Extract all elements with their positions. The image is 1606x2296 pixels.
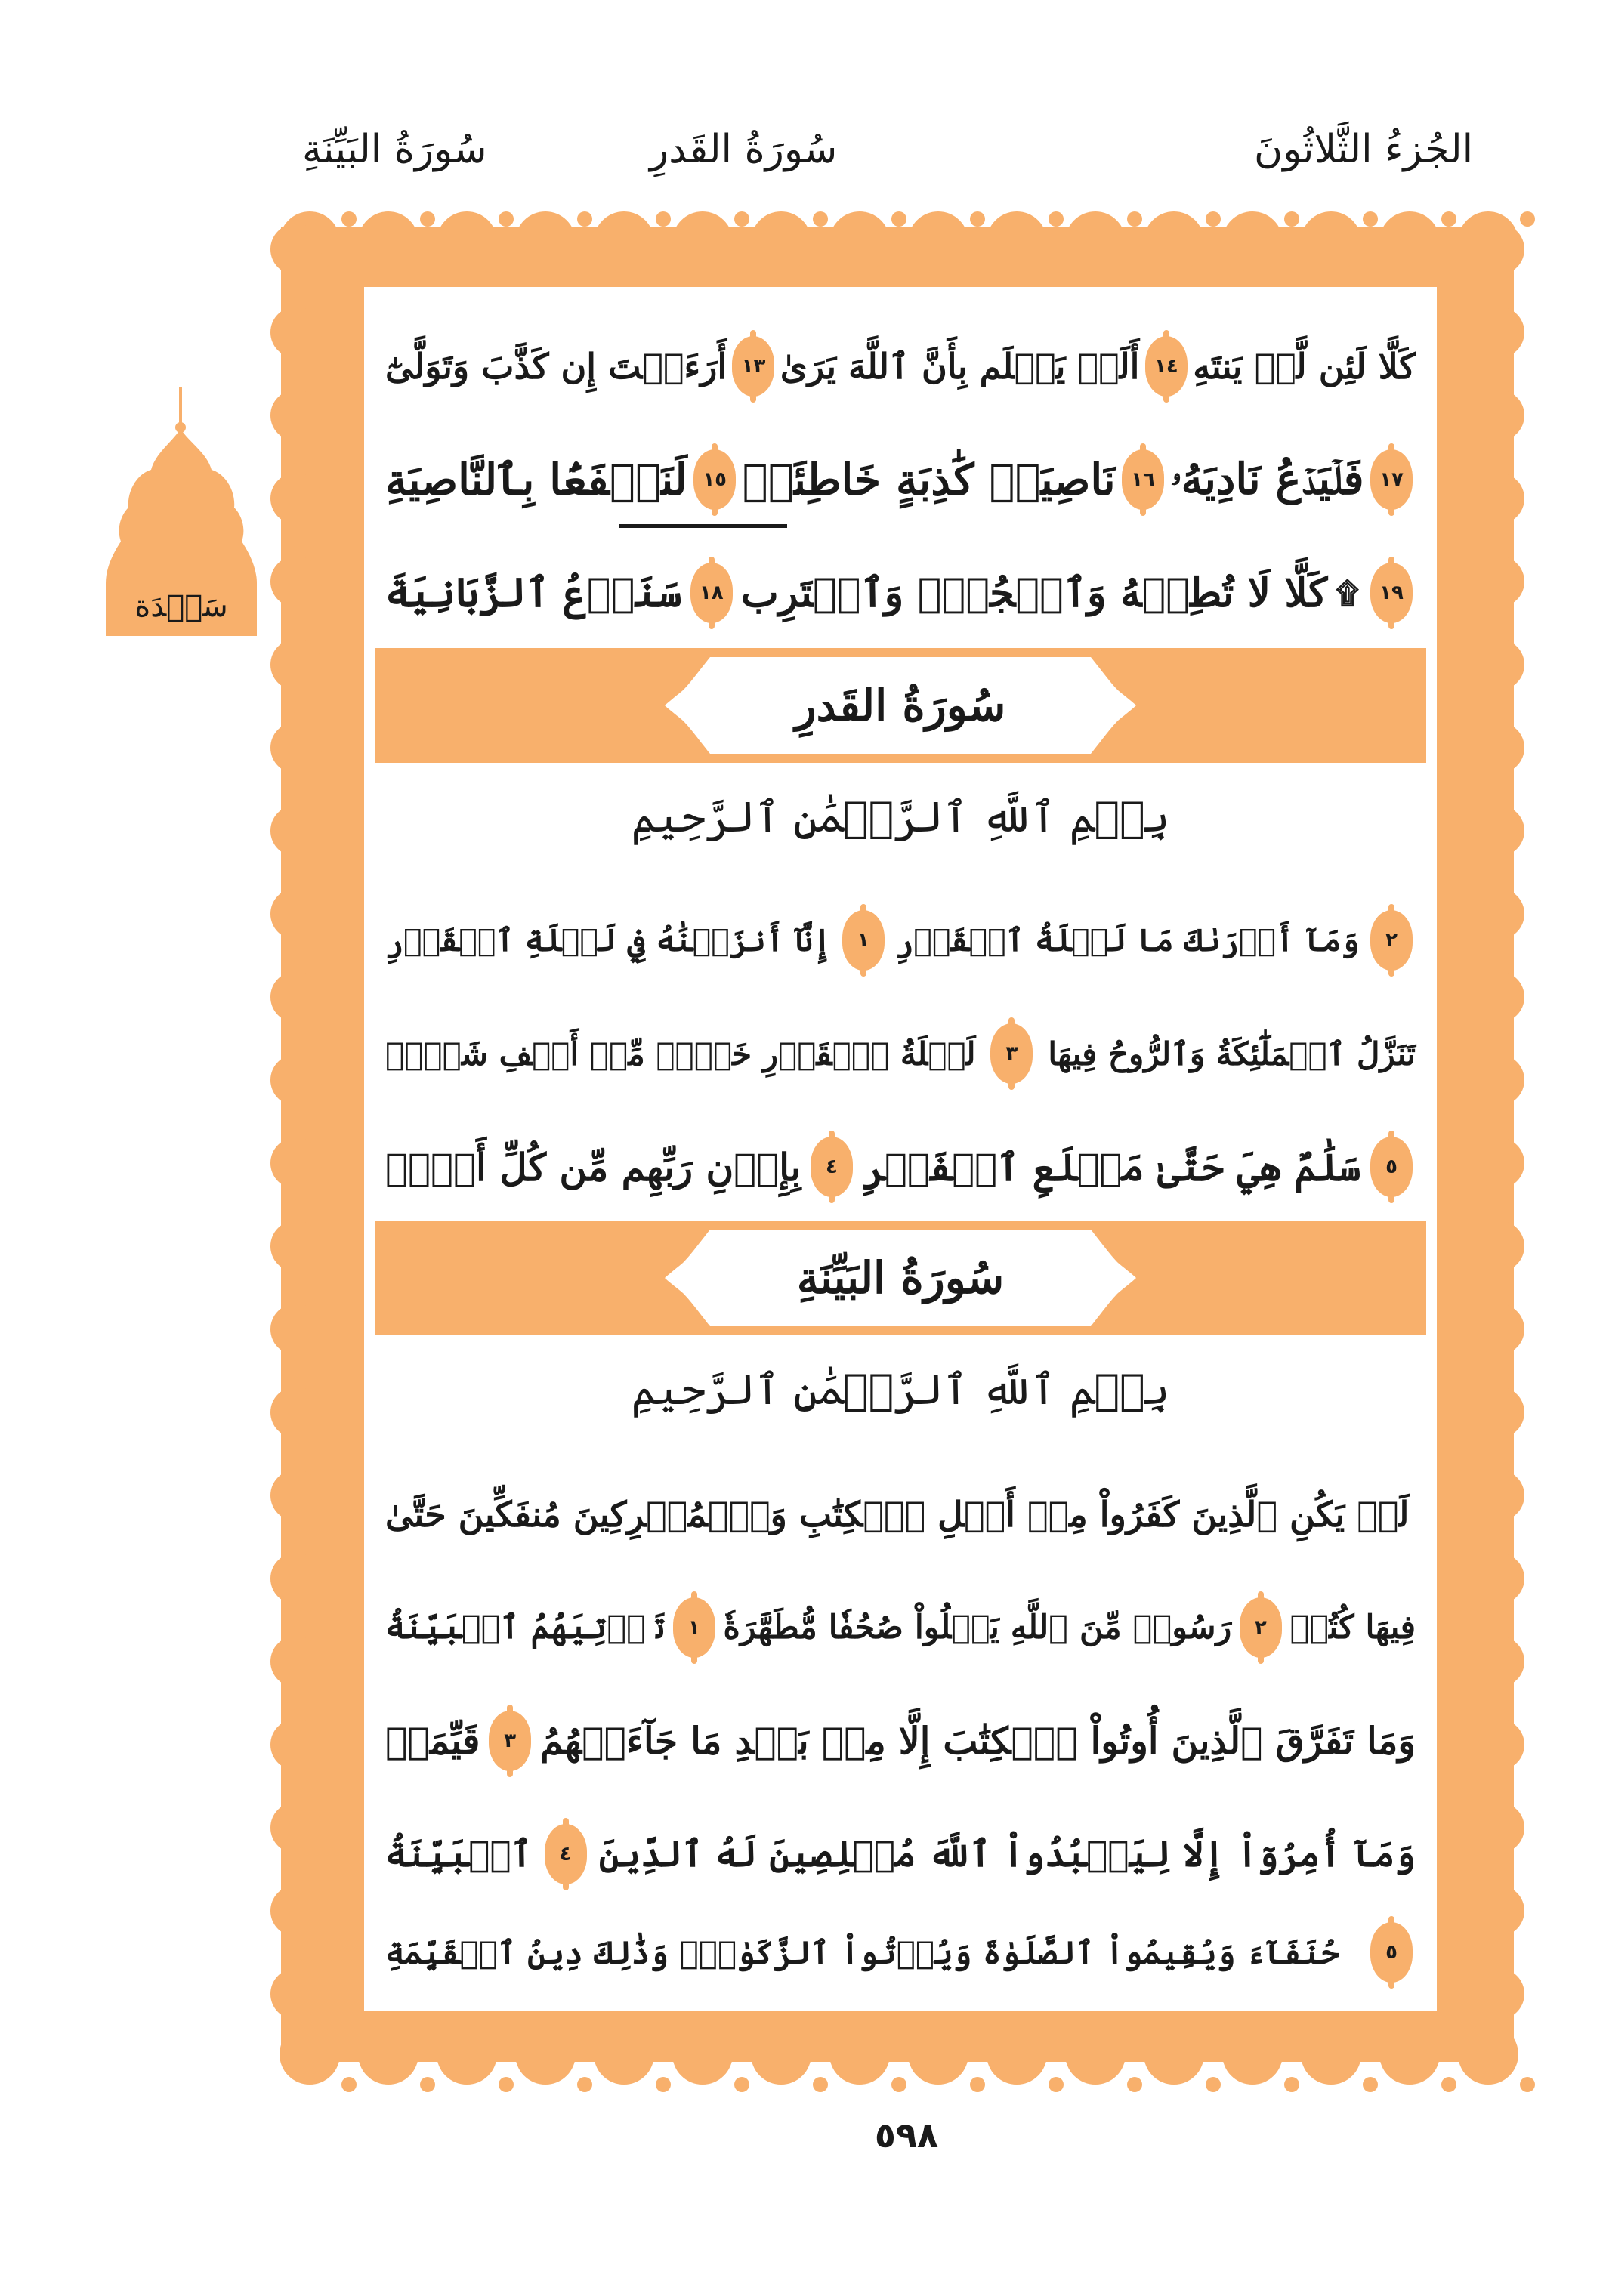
verse-text: وَمَا تَفَرَّقَ ٱلَّذِينَ أُوتُواْ ٱلۡكِتَٰبَ إِلَّا مِنۢ بَعۡدِ مَا جَآءَتۡهُمُ [539,1719,1416,1763]
sajda-label: سَجۡدَة [134,589,228,624]
verse-line [385,1465,1416,1563]
verse-line [385,1903,1416,2001]
verse-text: سَلَٰمٌ هِيَ حَتَّىٰ مَطۡلَعِ ٱلۡفَجۡرِ [862,1144,1361,1190]
header-surah-qadr: سُورَةُ القَدرِ [650,127,838,172]
verse-text: أَلَمۡ يَعۡلَم بِأَنَّ ٱللَّهَ يَرَىٰ [780,346,1140,387]
ayah-marker-icon: ١٣ [732,336,774,397]
verse-text: قَيِّمَةٞ [385,1719,480,1763]
verse-text: فَلۡيَدۡعُ نَادِيَهُۥ [1170,454,1364,505]
verse-text: رَسُولٞ مِّنَ ٱللَّهِ يَتۡلُواْ صُحُفٗا مُّطَهَّرَةٗ [723,1609,1232,1646]
verse-text: حُنَفَآءَ وَيُقِيمُواْ ٱلصَّلَوٰةَ وَيُؤۡتُواْ ٱلزَّكَوٰةَۚ وَذَٰلِكَ دِينُ ٱلۡقَيِّمَةِ [385,1933,1340,1971]
ayah-marker-icon: ١٨ [690,563,733,623]
verse-text: لَمۡ يَكُنِ ٱلَّذِينَ كَفَرُواْ مِنۡ أَهۡلِ ٱلۡكِتَٰبِ وَٱلۡمُشۡرِكِينَ مُنفَكِّينَ حَتَّىٰ [385,1494,1410,1535]
verse-text: فِيهَا كُتُبٞ [1289,1609,1416,1646]
ayah-marker-icon: ١٥ [693,449,736,510]
verse-line [385,317,1416,415]
verse-line [385,1692,1416,1790]
ayah-marker-icon: ٤ [545,1824,587,1884]
verse-line [385,891,1416,989]
ayah-marker-icon: ٢ [1370,910,1413,971]
verse-line [385,1004,1416,1103]
surah-title: سُورَةُ القَدرِ [795,680,1006,731]
basmala: بِسۡمِ ٱللَّهِ ٱلرَّحۡمَٰنِ ٱلرَّحِيمِ [631,1366,1170,1415]
verse-line [385,1805,1416,1903]
verse-line [385,544,1416,642]
verse-text: لَيۡلَةُ ٱلۡقَدۡرِ خَيۡرٞ مِّنۡ أَلۡفِ شَهۡرٖ [385,1035,976,1072]
basmala: بِسۡمِ ٱللَّهِ ٱلرَّحۡمَٰنِ ٱلرَّحِيمِ [631,793,1170,842]
ayah-marker-icon: ١٤ [1145,336,1188,397]
verse-text: تَأۡتِيَهُمُ ٱلۡبَيِّنَةُ [385,1609,666,1646]
verse-line [385,1578,1416,1677]
ayah-marker-icon: ٢ [1240,1597,1282,1658]
ayah-marker-icon: ١٧ [1370,449,1413,510]
ayah-marker-icon: ١ [842,910,885,971]
verse-text: كَلَّا لَئِن لَّمۡ يَنتَهِ [1193,346,1416,387]
ayah-marker-icon: ٣ [489,1711,531,1771]
verse-text: تَنَزَّلُ ٱلۡمَلَٰٓئِكَةُ وَٱلرُّوحُ فِيهَا [1048,1035,1416,1072]
surah-cartouche [665,1230,1136,1326]
verse-text: إِنَّآ أَنزَلۡنَٰهُ فِي لَيۡلَةِ ٱلۡقَدۡرِ [385,922,832,958]
surah-header-band [375,648,1426,763]
ayah-marker-icon: ١٩ [1370,563,1413,623]
sajda-sign-icon: ۩ [1336,575,1359,611]
surah-cartouche [665,657,1136,754]
ayah-marker-icon: ٥ [1370,1922,1413,1983]
verse-text: كَلَّا لَا تُطِعۡهُ وَٱسۡجُدۡۤ وَٱقۡتَرِب [740,569,1328,616]
juz-title: الجُزءُ الثَّلاثُونَ [1254,127,1474,172]
verse-text: لَنَسۡفَعَۢا بِٱلنَّاصِيَةِ [385,454,687,505]
verse-text: نَاصِيَةٖ كَٰذِبَةٍ خَاطِئَةٖ [742,454,1116,505]
ayah-marker-icon: ٤ [811,1137,853,1197]
surah-title: سُورَةُ البَيِّنَةِ [796,1252,1005,1304]
verse-line [385,1118,1416,1216]
ayah-marker-icon: ١٦ [1122,449,1164,510]
verse-text: أَرَءَيۡتَ إِن كَذَّبَ وَتَوَلَّىٰٓ [385,346,727,387]
ayah-marker-icon: ٥ [1370,1137,1413,1197]
verse-line [385,430,1416,529]
ayah-marker-icon: ٣ [990,1023,1033,1084]
verse-text: وَمَآ أَدۡرَىٰكَ مَا لَيۡلَةُ ٱلۡقَدۡرِ [895,922,1360,958]
page-number: ٥٩٨ [874,2115,939,2156]
verse-text: ٱلۡبَيِّنَةُ [385,1833,533,1875]
surah-header-band [375,1221,1426,1335]
verse-text: وَمَآ أُمِرُوٓاْ إِلَّا لِيَعۡبُدُواْ ٱللَّهَ مُخۡلِصِينَ لَهُ ٱلدِّينَ [598,1833,1416,1875]
sajda-underline [619,524,787,528]
header-surah-bayyina: سُورَةُ البَيِّنَةِ [302,127,487,172]
ayah-marker-icon: ١ [673,1597,715,1658]
sajda-badge [106,387,257,659]
verse-text: بِإِذۡنِ رَبِّهِم مِّن كُلِّ أَمۡرٖ [385,1144,801,1190]
verse-text: سَنَدۡعُ ٱلزَّبَانِيَةَ [385,569,682,616]
